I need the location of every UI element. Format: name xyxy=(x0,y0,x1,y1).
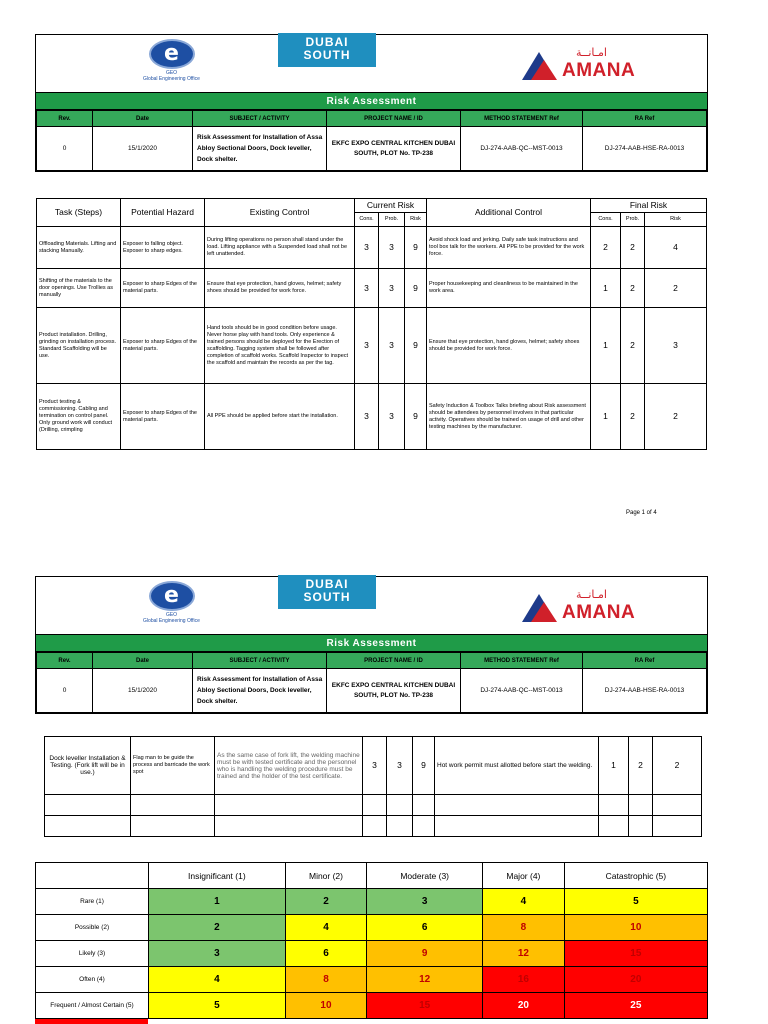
matrix-col-header: Catastrophic (5) xyxy=(564,863,707,889)
additional-cell: Safety Induction & Toolbox Talks briefing about Risk assessment should be attendees by personnel involves in that particular activity. Operatives should be trained on usage of drill and other testing machines by the manufacturer. xyxy=(427,384,591,450)
header-info-table xyxy=(36,652,707,713)
dubai-south-logo xyxy=(278,575,376,609)
cons-cell: 3 xyxy=(355,269,379,308)
risk-table-continued xyxy=(44,736,702,837)
prob-cell: 3 xyxy=(387,737,413,795)
control-cell: During lifting operations no person shall stand under the load. Lifting appliance with a Suspended load shall not be left unattended. xyxy=(205,227,355,269)
final-prob-cell: 2 xyxy=(621,269,645,308)
geo-logo xyxy=(114,39,229,89)
empty-row xyxy=(45,816,702,837)
matrix-row-label: Often (4) xyxy=(36,967,149,993)
matrix-row-label: Likely (3) xyxy=(36,941,149,967)
risk-cell: 9 xyxy=(405,227,427,269)
matrix-col-header: Insignificant (1) xyxy=(149,863,286,889)
matrix-cell: 20 xyxy=(564,967,707,993)
page-number: Page 1 of 4 xyxy=(626,510,657,516)
final-prob-cell: 2 xyxy=(621,384,645,450)
risk-table xyxy=(36,198,707,450)
matrix-row-label: Frequent / Almost Certain (5) xyxy=(36,993,149,1019)
header-prob: Prob. xyxy=(379,213,405,227)
matrix-cell: 10 xyxy=(285,993,367,1019)
amana-text: AMANA xyxy=(562,602,636,623)
final-risk-cell: 4 xyxy=(645,227,707,269)
hazard-cell: Exposer to falling object. Exposer to sharp edges. xyxy=(121,227,205,269)
matrix-cell: 4 xyxy=(483,889,565,915)
extreme-legend-swatch xyxy=(35,1019,148,1024)
matrix-row xyxy=(36,889,708,915)
amana-arabic-text: امـانــة xyxy=(576,46,607,59)
amana-logo xyxy=(522,588,662,626)
table-row xyxy=(37,308,707,384)
label-project: PROJECT NAME / ID xyxy=(327,653,461,669)
cons-cell: 3 xyxy=(355,384,379,450)
hazard-cell: Exposer to sharp Edges of the material parts. xyxy=(121,384,205,450)
matrix-cell: 2 xyxy=(285,889,367,915)
final-prob-cell: 2 xyxy=(621,308,645,384)
header-existing-control: Existing Control xyxy=(205,199,355,227)
matrix-cell: 6 xyxy=(367,915,483,941)
control-cell: Ensure that eye protection, hand gloves, helmet; safety shoes should be provided for work force. xyxy=(205,269,355,308)
additional-cell: Proper housekeeping and cleanliness to be maintained in the work area. xyxy=(427,269,591,308)
prob-cell: 3 xyxy=(379,269,405,308)
final-prob-cell: 2 xyxy=(629,737,653,795)
document-title: Risk Assessment xyxy=(36,635,707,652)
prob-cell: 3 xyxy=(379,308,405,384)
additional-cell: Hot work permit must allotted before start the welding. xyxy=(435,737,599,795)
matrix-cell: 8 xyxy=(483,915,565,941)
amana-arabic-text: امـانــة xyxy=(576,588,607,601)
matrix-row xyxy=(36,941,708,967)
label-date: Date xyxy=(93,111,193,127)
header-risk: Risk xyxy=(405,213,427,227)
task-cell: Shifting of the materials to the door openings. Use Trollies as manually xyxy=(37,269,121,308)
subject-value: Risk Assessment for Installation of Assa Abloy Sectional Doors, Dock leveller, Dock shelter. xyxy=(193,127,327,171)
matrix-header-row xyxy=(36,863,708,889)
label-date: Date xyxy=(93,653,193,669)
final-risk-cell: 2 xyxy=(645,269,707,308)
geo-logo-text: GEO xyxy=(165,70,178,76)
matrix-row xyxy=(36,993,708,1019)
label-method-ref: METHOD STATEMENT Ref xyxy=(461,111,583,127)
label-project: PROJECT NAME / ID xyxy=(327,111,461,127)
label-ra-ref: RA Ref xyxy=(583,653,707,669)
final-cons-cell: 2 xyxy=(591,227,621,269)
matrix-cell: 5 xyxy=(149,993,286,1019)
matrix-row-label: Rare (1) xyxy=(36,889,149,915)
hazard-cell: Exposer to sharp Edges of the material parts. xyxy=(121,308,205,384)
final-risk-cell: 2 xyxy=(645,384,707,450)
matrix-cell: 12 xyxy=(367,967,483,993)
logo-bar xyxy=(36,577,707,635)
header-final-prob: Prob. xyxy=(621,213,645,227)
matrix-col-header: Major (4) xyxy=(483,863,565,889)
matrix-col-header: Moderate (3) xyxy=(367,863,483,889)
matrix-cell: 8 xyxy=(285,967,367,993)
date-value: 15/1/2020 xyxy=(93,127,193,171)
dubai-south-line2: SOUTH xyxy=(303,590,351,604)
final-prob-cell: 2 xyxy=(621,227,645,269)
risk-cell: 9 xyxy=(413,737,435,795)
header-additional-control: Additional Control xyxy=(427,199,591,227)
geo-logo-text: GEO xyxy=(165,612,178,618)
document-title: Risk Assessment xyxy=(36,93,707,110)
final-cons-cell: 1 xyxy=(591,308,621,384)
matrix-cell: 4 xyxy=(285,915,367,941)
matrix-cell: 12 xyxy=(483,941,565,967)
rev-value: 0 xyxy=(37,127,93,171)
header-task: Task (Steps) xyxy=(37,199,121,227)
table-row xyxy=(37,227,707,269)
matrix-cell: 15 xyxy=(564,941,707,967)
dubai-south-line2: SOUTH xyxy=(303,48,351,62)
risk-cell: 9 xyxy=(405,308,427,384)
matrix-cell: 10 xyxy=(564,915,707,941)
matrix-row-label: Possible (2) xyxy=(36,915,149,941)
final-cons-cell: 1 xyxy=(591,384,621,450)
matrix-cell: 6 xyxy=(285,941,367,967)
control-cell: All PPE should be applied before start the installation. xyxy=(205,384,355,450)
document-header-1 xyxy=(35,34,708,172)
matrix-cell: 5 xyxy=(564,889,707,915)
label-subject: SUBJECT / ACTIVITY xyxy=(193,653,327,669)
cons-cell: 3 xyxy=(355,227,379,269)
header-final-risk-val: Risk xyxy=(645,213,707,227)
cons-cell: 3 xyxy=(363,737,387,795)
hazard-cell: Flag man to be guide the process and barricade the work spot xyxy=(131,737,215,795)
amana-text: AMANA xyxy=(562,60,636,81)
empty-row xyxy=(45,795,702,816)
label-subject: SUBJECT / ACTIVITY xyxy=(193,111,327,127)
label-ra-ref: RA Ref xyxy=(583,111,707,127)
dubai-south-logo xyxy=(278,33,376,67)
dubai-south-line1: DUBAI xyxy=(305,35,349,49)
header-final-cons: Cons. xyxy=(591,213,621,227)
matrix-cell: 20 xyxy=(483,993,565,1019)
risk-cell: 9 xyxy=(405,269,427,308)
matrix-row xyxy=(36,967,708,993)
header-cons: Cons. xyxy=(355,213,379,227)
date-value: 15/1/2020 xyxy=(93,669,193,713)
label-rev: Rev. xyxy=(37,653,93,669)
method-ref-value: DJ-274-AAB-QC--MST-0013 xyxy=(461,127,583,171)
matrix-cell: 3 xyxy=(367,889,483,915)
table-row xyxy=(45,737,702,795)
geo-logo xyxy=(114,581,229,631)
matrix-cell: 9 xyxy=(367,941,483,967)
geo-logo-subtext: Global Engineering Office xyxy=(143,76,200,82)
matrix-cell: 15 xyxy=(367,993,483,1019)
geo-e-icon: e xyxy=(149,581,195,611)
matrix-row xyxy=(36,915,708,941)
task-cell: Product installation. Drilling, grinding on installation process. Standard Scaffolding will be use. xyxy=(37,308,121,384)
header-current-risk: Current Risk xyxy=(355,199,427,213)
matrix-cell: 3 xyxy=(149,941,286,967)
geo-logo-subtext: Global Engineering Office xyxy=(143,618,200,624)
final-cons-cell: 1 xyxy=(599,737,629,795)
project-value: EKFC EXPO CENTRAL KITCHEN DUBAI SOUTH, PLOT No. TP-238 xyxy=(327,127,461,171)
final-risk-cell: 2 xyxy=(653,737,702,795)
additional-cell: Avoid shock load and jerking. Daily safe task instructions and tool box talk for the workers. All PPE to be provided for the work force. xyxy=(427,227,591,269)
ra-ref-value: DJ-274-AAB-HSE-RA-0013 xyxy=(583,669,707,713)
subject-value: Risk Assessment for Installation of Assa Abloy Sectional Doors, Dock leveller, Dock shelter. xyxy=(193,669,327,713)
label-method-ref: METHOD STATEMENT Ref xyxy=(461,653,583,669)
cons-cell: 3 xyxy=(355,308,379,384)
risk-matrix xyxy=(35,862,708,1019)
control-cell: Hand tools should be in good condition before usage. Never horse play with hand tools. Only experience & trained persons should be deployed for the Erection of scaffolding. Tagging system shall be followed after completion of scaffold works. Scaffold Inspector to inspect the scaffold and maintain the records as per the tag. xyxy=(205,308,355,384)
matrix-cell: 1 xyxy=(149,889,286,915)
amana-triangle-red-icon xyxy=(531,602,557,622)
prob-cell: 3 xyxy=(379,384,405,450)
header-info-table xyxy=(36,110,707,171)
final-cons-cell: 1 xyxy=(591,269,621,308)
additional-cell: Ensure that eye protection, hand gloves, helmet; safety shoes should be provided for work force. xyxy=(427,308,591,384)
dubai-south-line1: DUBAI xyxy=(305,577,349,591)
task-cell: Offloading Materials. Lifting and stacking Manually. xyxy=(37,227,121,269)
risk-cell: 9 xyxy=(405,384,427,450)
matrix-cell: 16 xyxy=(483,967,565,993)
method-ref-value: DJ-274-AAB-QC--MST-0013 xyxy=(461,669,583,713)
matrix-cell: 25 xyxy=(564,993,707,1019)
ra-ref-value: DJ-274-AAB-HSE-RA-0013 xyxy=(583,127,707,171)
logo-bar xyxy=(36,35,707,93)
document-header-2 xyxy=(35,576,708,714)
matrix-cell: 4 xyxy=(149,967,286,993)
prob-cell: 3 xyxy=(379,227,405,269)
task-cell: Product testing & commissioning. Cabling and termination on control panel. Only ground work will conduct (Drilling, crimpling xyxy=(37,384,121,450)
rev-value: 0 xyxy=(37,669,93,713)
geo-e-icon: e xyxy=(149,39,195,69)
matrix-col-header: Minor (2) xyxy=(285,863,367,889)
hazard-cell: Exposer to sharp Edges of the material parts. xyxy=(121,269,205,308)
control-cell: As the same case of fork lift, the welding machine must be with tested certificate and the personnel who is handling the welding procedure must be trained and the holder of the test certificate. xyxy=(215,737,363,795)
final-risk-cell: 3 xyxy=(645,308,707,384)
table-row xyxy=(37,269,707,308)
matrix-corner xyxy=(36,863,149,889)
label-rev: Rev. xyxy=(37,111,93,127)
project-value: EKFC EXPO CENTRAL KITCHEN DUBAI SOUTH, PLOT No. TP-238 xyxy=(327,669,461,713)
next-section-strip xyxy=(35,1019,708,1024)
table-row xyxy=(37,384,707,450)
task-cell: Dock leveller Installation & Testing. (Fork lift will be in use.) xyxy=(45,737,131,795)
header-final-risk: Final Risk xyxy=(591,199,707,213)
header-hazard: Potential Hazard xyxy=(121,199,205,227)
matrix-cell: 2 xyxy=(149,915,286,941)
amana-logo xyxy=(522,46,662,84)
amana-triangle-red-icon xyxy=(531,60,557,80)
